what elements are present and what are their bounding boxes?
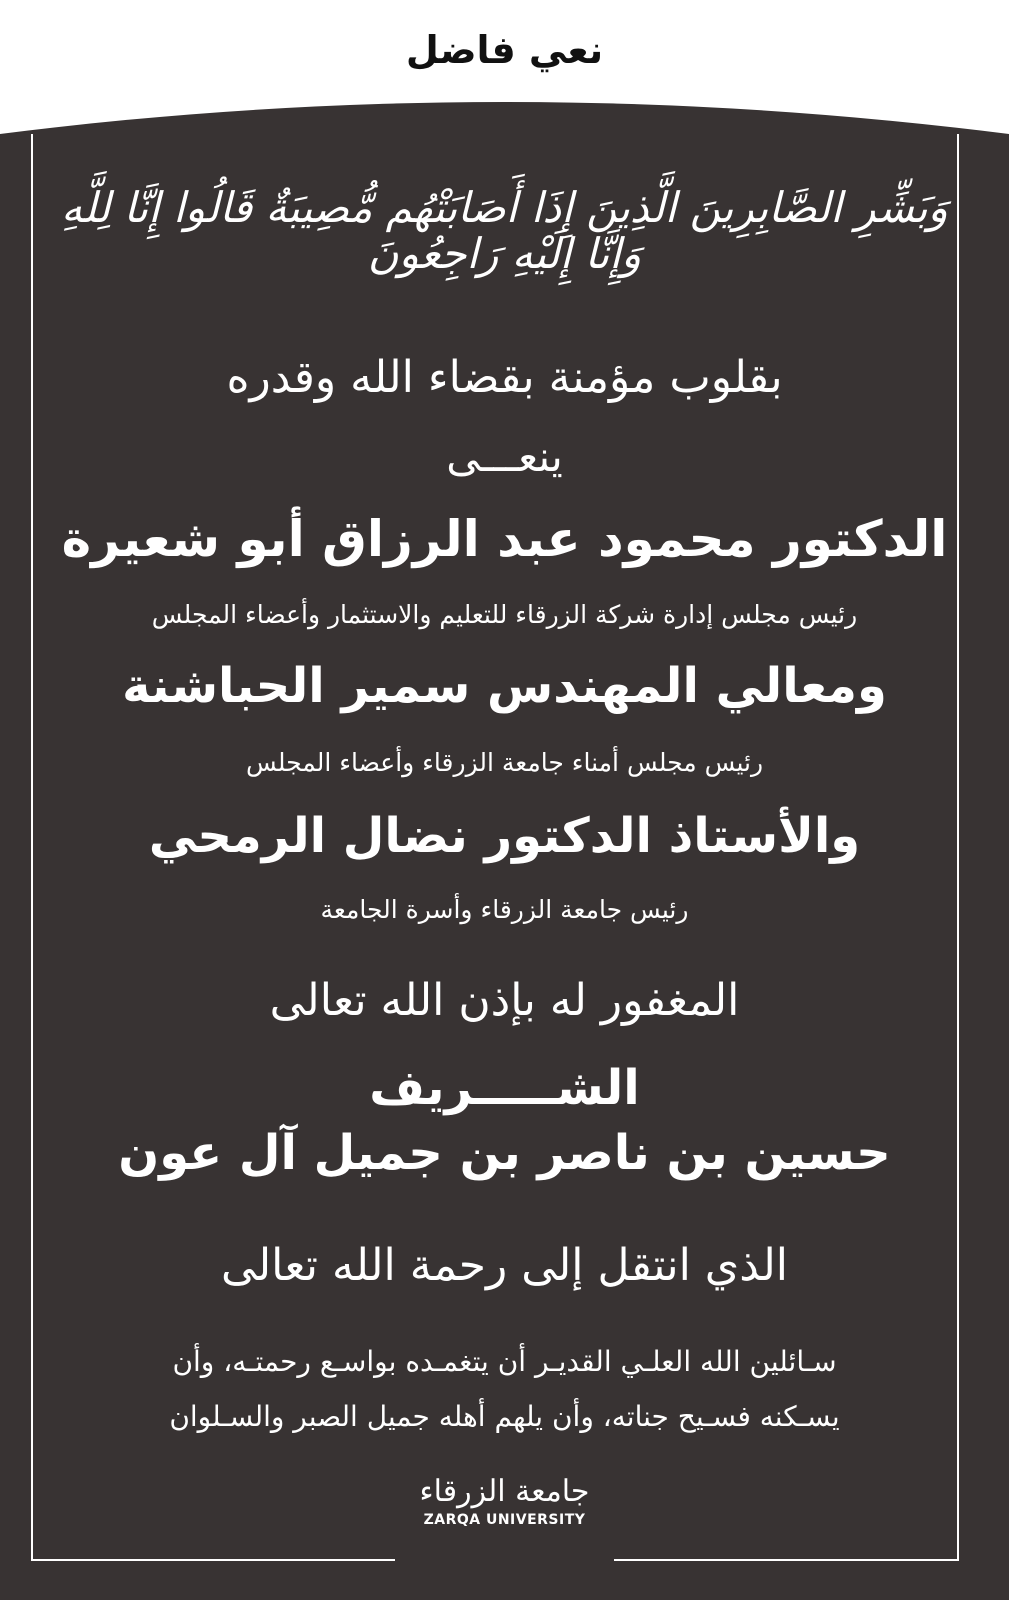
page-title: نعي فاضل <box>405 28 604 72</box>
person1-title: رئيس مجلس إدارة شركة الزرقاء للتعليم والاستثمار وأعضاء المجلس <box>151 600 858 629</box>
deceased-honorific: الشـــــريف <box>369 1060 640 1116</box>
person2-title: رئيس مجلس أمناء جامعة الزرقاء وأعضاء المجلس <box>245 748 764 777</box>
prayer-line-1: سـائلين الله العلـي القديـر أن يتغمـده بواسـع رحمتـه، وأن <box>172 1345 837 1378</box>
person3-title: رئيس جامعة الزرقاء وأسرة الجامعة <box>320 895 689 924</box>
university-logo <box>400 1475 609 1528</box>
person2-name: ومعالي المهندس سمير الحباشنة <box>122 658 887 714</box>
passed-line: الذي انتقل إلى رحمة الله تعالى <box>221 1240 788 1291</box>
prayer-line-2: يسـكنه فسـيح جناته، وأن يلهم أهله جميل الصبر والسـلوان <box>169 1400 840 1433</box>
faith-line: بقلوب مؤمنة بقضاء الله وقدره <box>226 352 783 403</box>
forgiven-line: المغفور له بإذن الله تعالى <box>269 975 740 1026</box>
person3-name: والأستاذ الدكتور نضال الرمحي <box>148 808 861 864</box>
mourns-line: ينعـــى <box>446 432 563 481</box>
quran-verse: وَبَشِّرِ الصَّابِرِينَ الَّذِينَ إِذَا أَصَابَتْهُم مُّصِيبَةٌ قَالُوا إِنَّا لِلَّهِ وَإِنَّا إِلَيْهِ رَاجِعُونَ <box>61 183 948 279</box>
logo-arabic-text: جامعة الزرقاء <box>419 1474 590 1509</box>
logo-english-text: ZARQA UNIVERSITY <box>423 1512 586 1528</box>
person1-name: الدكتور محمود عبد الرزاق أبو شعيرة <box>61 510 948 568</box>
deceased-name: حسين بن ناصر بن جميل آل عون <box>118 1125 891 1181</box>
